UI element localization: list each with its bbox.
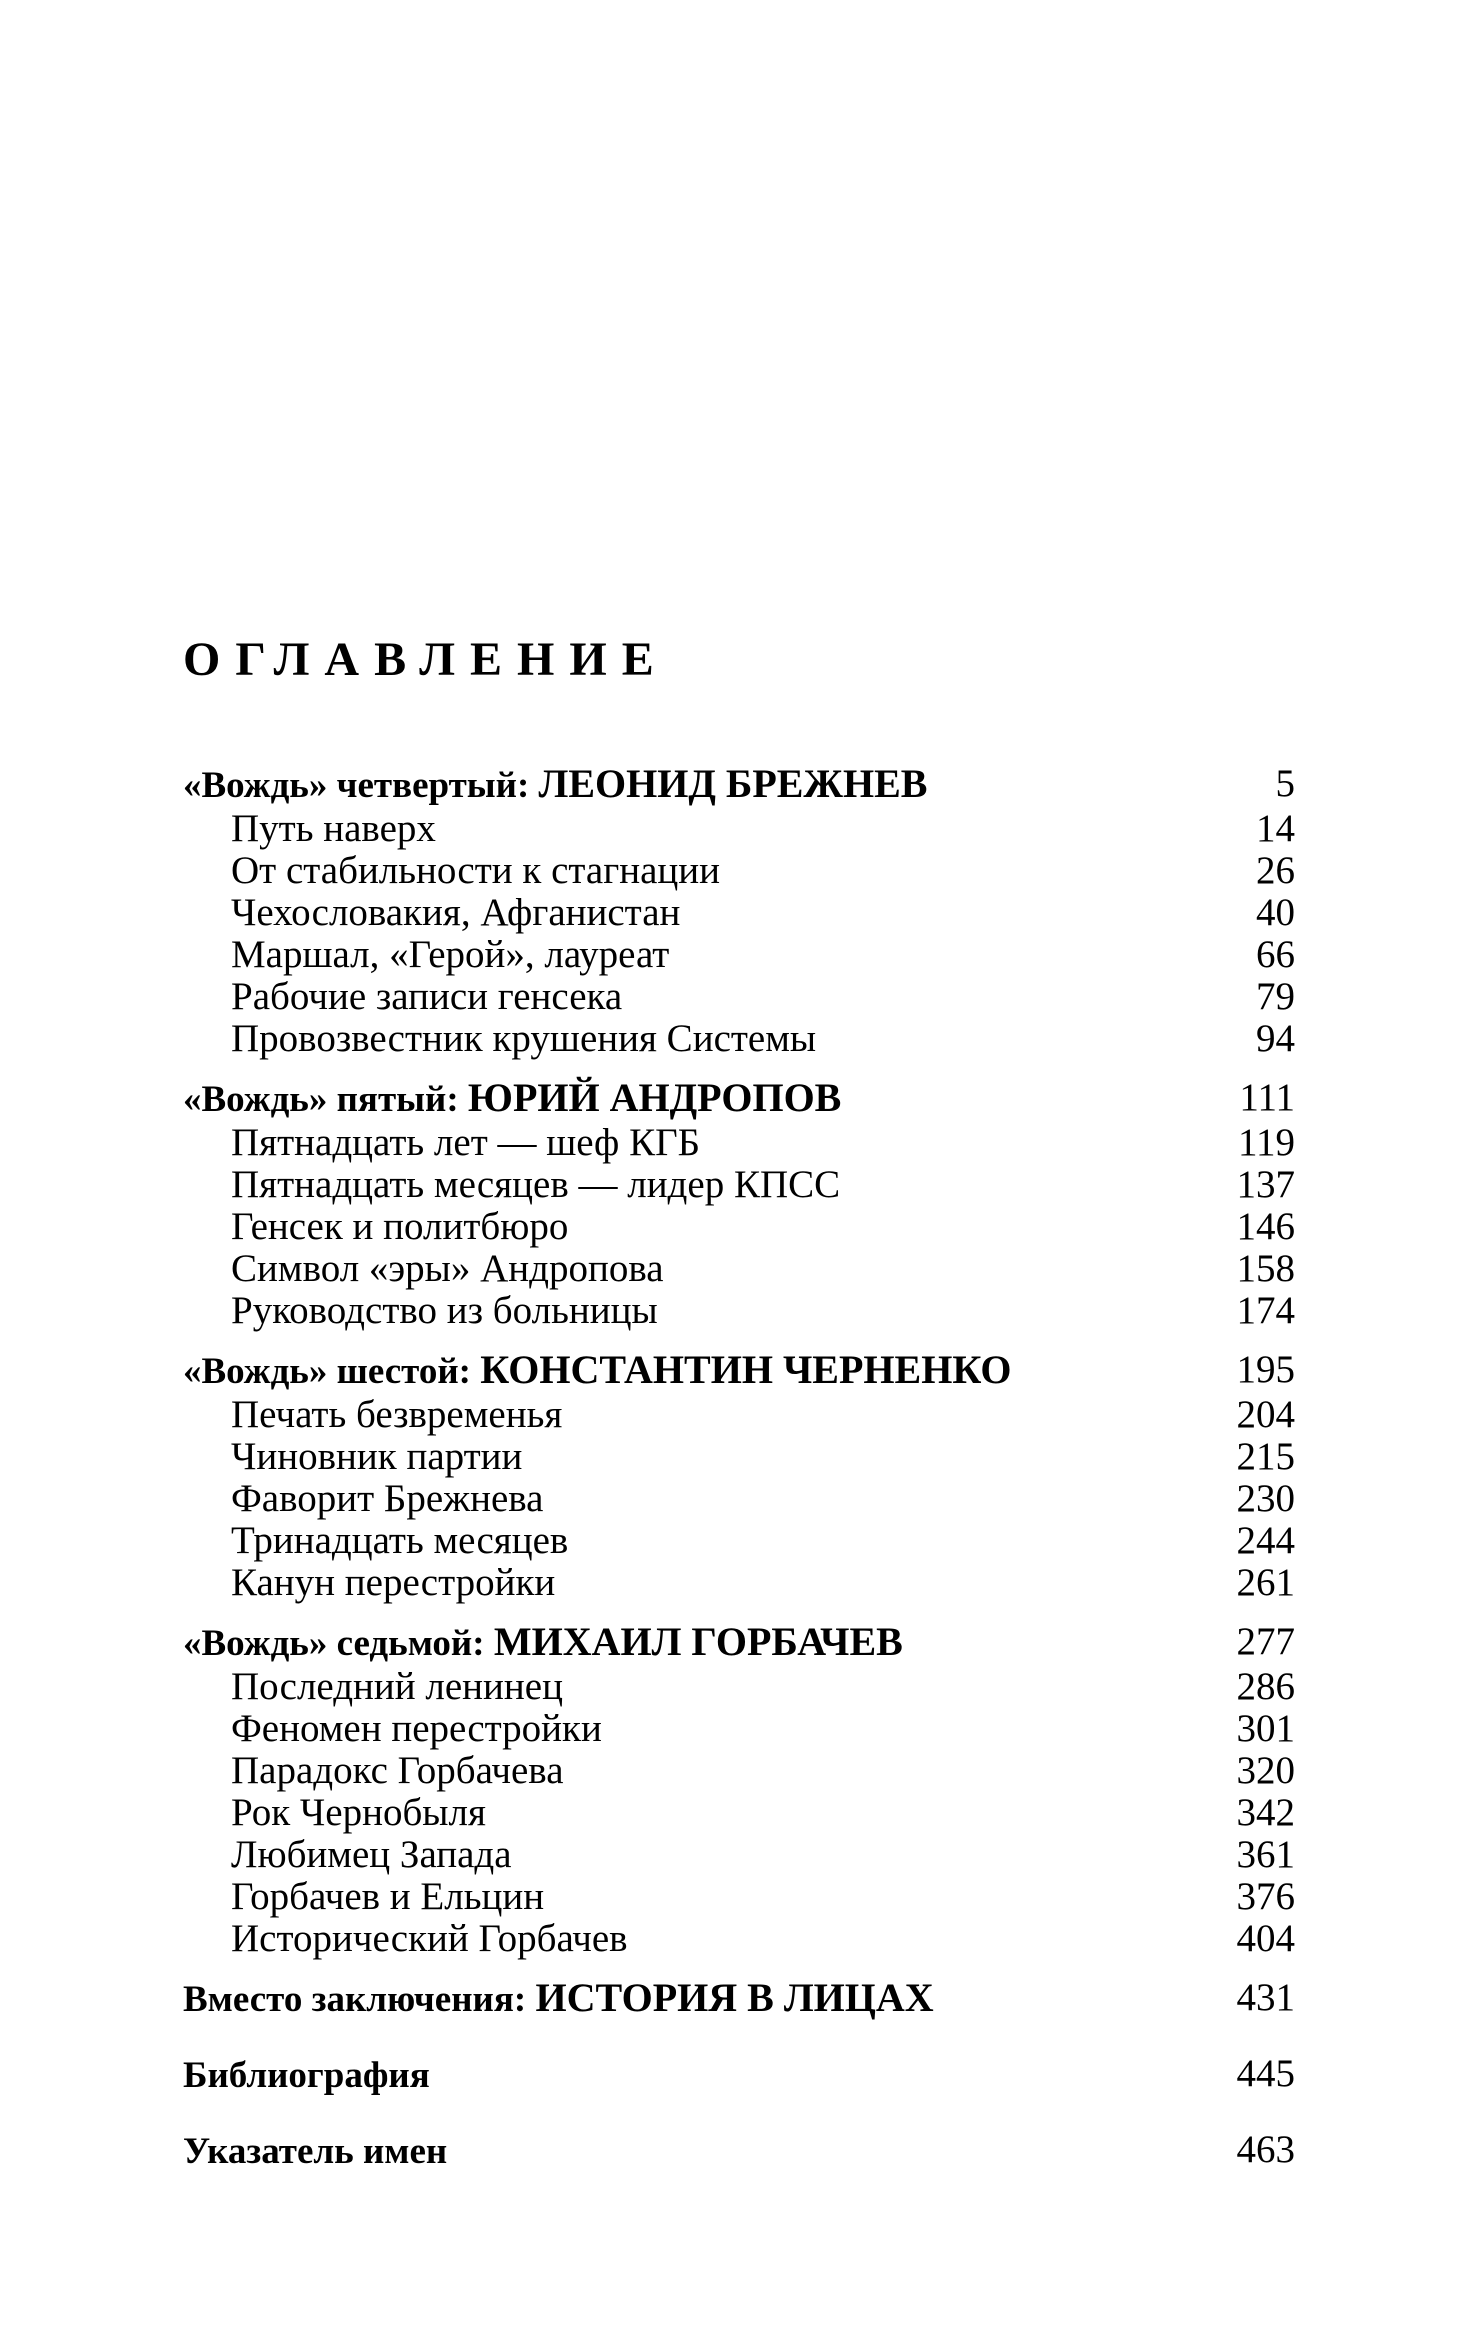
page-title: ОГЛАВЛЕНИЕ bbox=[183, 633, 669, 686]
page-number: 463 bbox=[1236, 2128, 1295, 2171]
toc-entry-label: Горбачев и Ельцин bbox=[231, 1875, 545, 1918]
chapter-prefix: «Вождь» четвертый: bbox=[183, 765, 539, 806]
toc-chapter-row[interactable] bbox=[183, 1618, 1295, 1666]
chapter-name: ЛЕОНИД БРЕЖНЕВ bbox=[538, 761, 928, 806]
page-number: 146 bbox=[1236, 1205, 1295, 1248]
toc-chapter-title bbox=[183, 2126, 447, 2176]
toc-entry-row[interactable] bbox=[183, 808, 1295, 850]
page-number: 261 bbox=[1236, 1561, 1295, 1604]
chapter-name: МИХАИЛ ГОРБАЧЕВ bbox=[493, 1619, 903, 1664]
page-number: 204 bbox=[1236, 1393, 1295, 1436]
toc-entry-row[interactable] bbox=[183, 1164, 1295, 1206]
page-number: 445 bbox=[1236, 2052, 1295, 2095]
toc-entry-label: Исторический Горбачев bbox=[231, 1917, 628, 1960]
page-number: 5 bbox=[1275, 762, 1295, 805]
toc-entry-row[interactable] bbox=[183, 1018, 1295, 1060]
toc-chapter-title bbox=[183, 1346, 1011, 1396]
toc-chapter-row[interactable] bbox=[183, 1074, 1295, 1122]
toc-section bbox=[183, 1618, 1295, 1960]
chapter-prefix: Вместо заключения: bbox=[183, 1979, 536, 2020]
page-number: 137 bbox=[1236, 1163, 1295, 1206]
toc-entry-row[interactable] bbox=[183, 1834, 1295, 1876]
page-number: 342 bbox=[1236, 1791, 1295, 1834]
toc-entry-label: Чиновник партии bbox=[231, 1435, 523, 1478]
toc-chapter-row[interactable] bbox=[183, 1346, 1295, 1394]
toc-entry-label: Канун перестройки bbox=[231, 1561, 556, 1604]
chapter-prefix: Библиография bbox=[183, 2055, 430, 2096]
toc-entry-label: Парадокс Горбачева bbox=[231, 1749, 564, 1792]
toc-entry-row[interactable] bbox=[183, 1562, 1295, 1604]
chapter-prefix: Указатель имен bbox=[183, 2131, 448, 2172]
toc-section bbox=[183, 1346, 1295, 1604]
toc-entry-row[interactable] bbox=[183, 1918, 1295, 1960]
toc-entry-row[interactable] bbox=[183, 892, 1295, 934]
page-number: 244 bbox=[1236, 1519, 1295, 1562]
toc-entry-row[interactable] bbox=[183, 1436, 1295, 1478]
chapter-prefix: «Вождь» шестой: bbox=[183, 1351, 481, 1392]
toc-entry-row[interactable] bbox=[183, 1290, 1295, 1332]
toc-entry-row[interactable] bbox=[183, 1750, 1295, 1792]
toc-section bbox=[183, 760, 1295, 1060]
toc-entry-label: Любимец Запада bbox=[231, 1833, 512, 1876]
toc-entry-label: Маршал, «Герой», лауреат bbox=[231, 933, 670, 976]
page-number: 230 bbox=[1236, 1477, 1295, 1520]
toc-index-row[interactable] bbox=[183, 2126, 1295, 2174]
chapter-name: КОНСТАНТИН ЧЕРНЕНКО bbox=[480, 1347, 1012, 1392]
page-number: 26 bbox=[1256, 849, 1295, 892]
toc-entry-label: Пятнадцать месяцев — лидер КПСС bbox=[231, 1163, 841, 1206]
toc-entry-row[interactable] bbox=[183, 1394, 1295, 1436]
toc-entry-label: Рабочие записи генсека bbox=[231, 975, 623, 1018]
toc-entry-row[interactable] bbox=[183, 1206, 1295, 1248]
chapter-name: ИСТОРИЯ В ЛИЦАХ bbox=[535, 1975, 934, 2020]
toc-entry-row[interactable] bbox=[183, 1248, 1295, 1290]
toc-chapter-title bbox=[183, 1974, 934, 2024]
toc-chapter-row[interactable] bbox=[183, 760, 1295, 808]
toc-entry-label: Символ «эры» Андропова bbox=[231, 1247, 664, 1290]
toc-entry-label: Тринадцать месяцев bbox=[231, 1519, 569, 1562]
toc-chapter-title bbox=[183, 1618, 903, 1668]
toc-entry-row[interactable] bbox=[183, 1520, 1295, 1562]
chapter-name: ЮРИЙ АНДРОПОВ bbox=[467, 1075, 842, 1120]
toc-entry-label: Фаворит Брежнева bbox=[231, 1477, 544, 1520]
toc-entry-label: Путь наверх bbox=[231, 807, 436, 850]
page-number: 404 bbox=[1236, 1917, 1295, 1960]
page-number: 195 bbox=[1236, 1348, 1295, 1391]
toc-chapter-title bbox=[183, 760, 927, 810]
page-number: 158 bbox=[1236, 1247, 1295, 1290]
toc-section bbox=[183, 1074, 1295, 1332]
page-number: 111 bbox=[1239, 1076, 1295, 1119]
page-number: 174 bbox=[1236, 1289, 1295, 1332]
toc-entry-label: Провозвестник крушения Системы bbox=[231, 1017, 817, 1060]
page-number: 40 bbox=[1256, 891, 1295, 934]
toc-entry-label: Руководство из больницы bbox=[231, 1289, 658, 1332]
toc-entry-label: Рок Чернобыля bbox=[231, 1791, 486, 1834]
page-number: 66 bbox=[1256, 933, 1295, 976]
toc-entry-row[interactable] bbox=[183, 976, 1295, 1018]
toc-entry-row[interactable] bbox=[183, 1876, 1295, 1918]
toc-entry-row[interactable] bbox=[183, 1708, 1295, 1750]
page-number: 79 bbox=[1256, 975, 1295, 1018]
toc-entry-label: Чехословакия, Афганистан bbox=[231, 891, 681, 934]
toc-entry-row[interactable] bbox=[183, 1792, 1295, 1834]
toc-entry-label: Феномен перестройки bbox=[231, 1707, 602, 1750]
page-number: 431 bbox=[1236, 1976, 1295, 2019]
page-number: 286 bbox=[1236, 1665, 1295, 1708]
toc-entry-row[interactable] bbox=[183, 934, 1295, 976]
page-number: 320 bbox=[1236, 1749, 1295, 1792]
toc-conclusion-row[interactable] bbox=[183, 1974, 1295, 2022]
chapter-prefix: «Вождь» седьмой: bbox=[183, 1623, 494, 1664]
toc-entry-row[interactable] bbox=[183, 850, 1295, 892]
chapter-prefix: «Вождь» пятый: bbox=[183, 1079, 468, 1120]
page-number: 301 bbox=[1236, 1707, 1295, 1750]
toc-entry-label: Печать безвременья bbox=[231, 1393, 563, 1436]
toc-chapter-title bbox=[183, 1074, 841, 1124]
toc-chapter-title bbox=[183, 2050, 430, 2100]
toc-entry-row[interactable] bbox=[183, 1478, 1295, 1520]
toc-entry-label: Последний ленинец bbox=[231, 1665, 563, 1708]
toc-bibliography-row[interactable] bbox=[183, 2050, 1295, 2098]
page-number: 277 bbox=[1236, 1620, 1295, 1663]
page-number: 14 bbox=[1256, 807, 1295, 850]
page-number: 376 bbox=[1236, 1875, 1295, 1918]
toc-entry-label: От стабильности к стагнации bbox=[231, 849, 721, 892]
page-number: 215 bbox=[1236, 1435, 1295, 1478]
page-number: 94 bbox=[1256, 1017, 1295, 1060]
toc-entry-row[interactable] bbox=[183, 1666, 1295, 1708]
toc-entry-label: Пятнадцать лет — шеф КГБ bbox=[231, 1121, 701, 1164]
toc-entry-label: Генсек и политбюро bbox=[231, 1205, 569, 1248]
toc-entry-row[interactable] bbox=[183, 1122, 1295, 1164]
page-number: 119 bbox=[1237, 1121, 1295, 1164]
table-of-contents bbox=[183, 760, 1295, 2174]
page-number: 361 bbox=[1236, 1833, 1295, 1876]
